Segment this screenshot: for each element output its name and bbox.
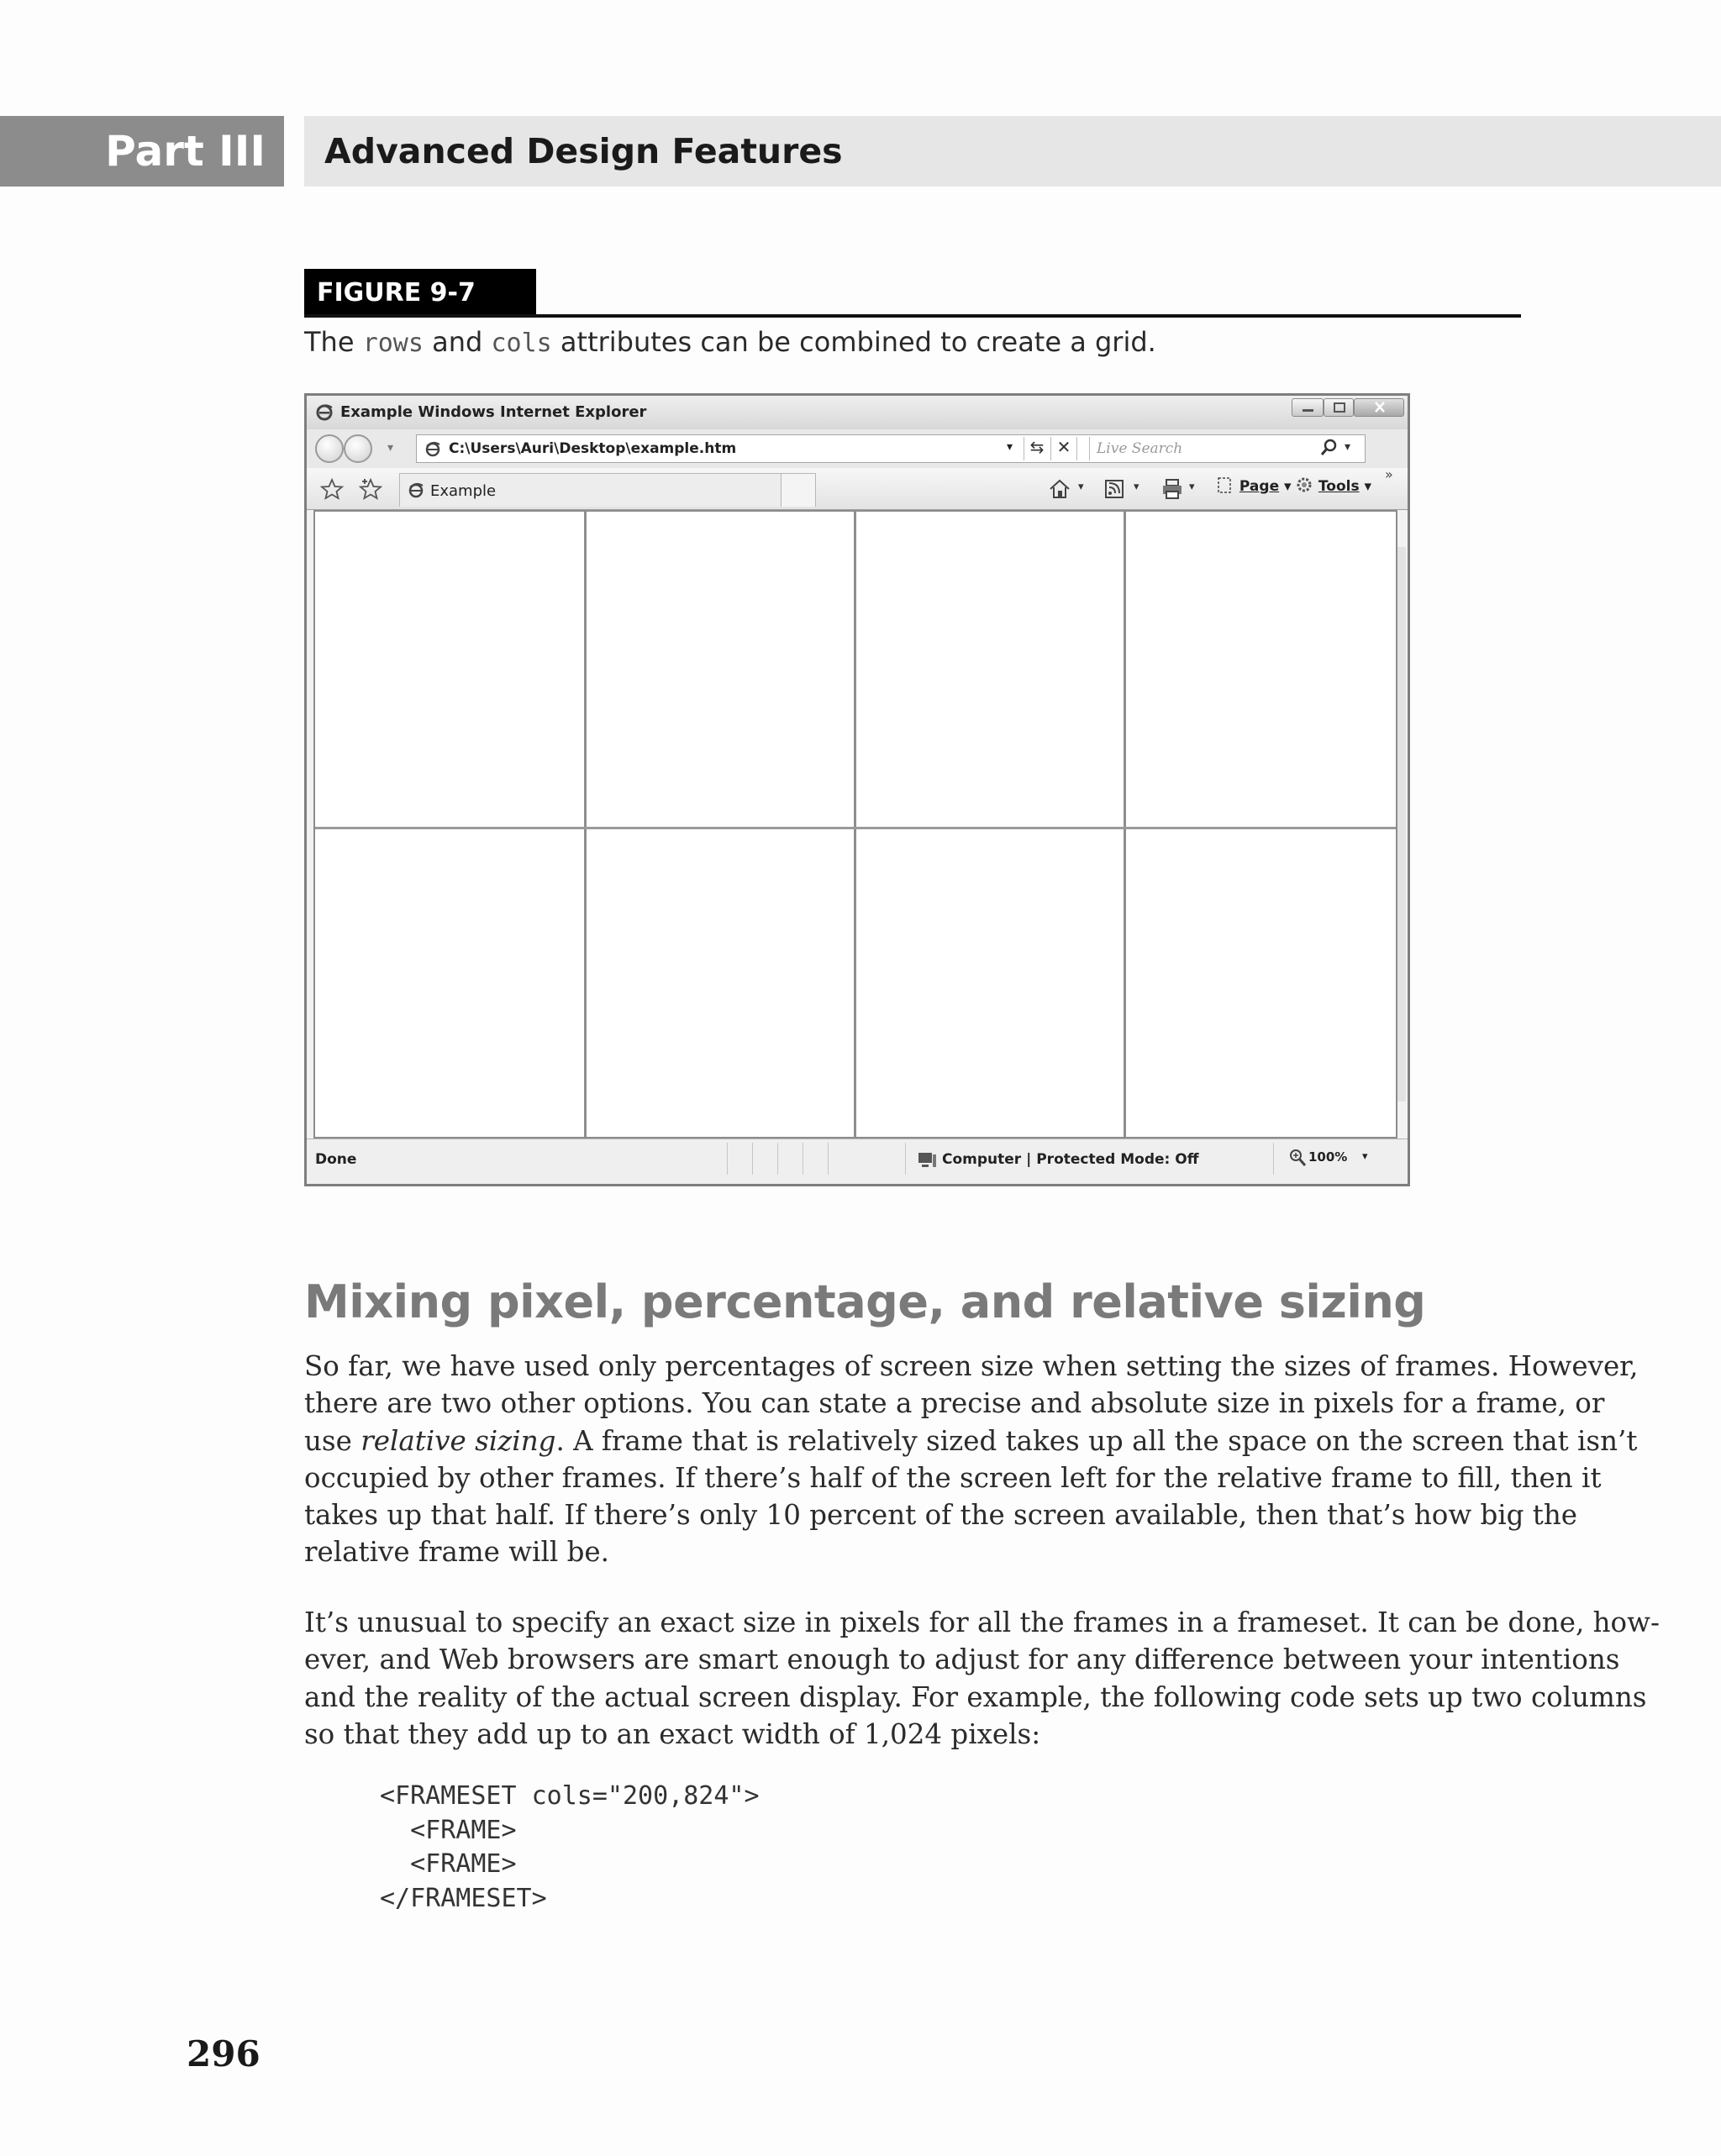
caption-suffix: attributes can be combined to create a grid. (560, 326, 1156, 358)
paragraph (304, 1604, 1660, 1753)
paragraph-line: there are two other options. You can state a precise and absolute size in pixels for a frame, or (304, 1387, 1605, 1420)
zoom-level[interactable]: 100% (1308, 1149, 1348, 1165)
ie-page-icon (424, 439, 442, 458)
status-text: Done (315, 1151, 357, 1168)
emphasis-text: relative sizing (361, 1424, 556, 1457)
home-icon[interactable] (1048, 478, 1071, 500)
refresh-icon[interactable]: ⇆ (1024, 437, 1050, 460)
window-edge-shadow (1397, 547, 1406, 1102)
caption-code-rows: rows (362, 329, 424, 358)
status-divider (727, 1143, 728, 1175)
page-menu[interactable] (1216, 476, 1292, 495)
status-divider (905, 1143, 906, 1175)
feeds-dropdown-icon[interactable]: ▾ (1134, 481, 1139, 493)
frame-divider-vertical[interactable] (1124, 512, 1126, 1137)
paragraph-line: and the reality of the actual screen display. For example, the following code sets up two columns (304, 1680, 1647, 1713)
status-divider (828, 1143, 829, 1175)
tools-dropdown-icon: ▾ (1364, 478, 1372, 495)
maximize-icon (1324, 399, 1355, 416)
search-dropdown-icon[interactable]: ▾ (1345, 440, 1351, 454)
figure-label: FIGURE 9-7 (304, 269, 536, 316)
computer-icon (917, 1151, 937, 1170)
paragraph-line: So far, we have used only percentages of screen size when setting the sizes of frames. However, (304, 1350, 1639, 1382)
feeds-icon[interactable] (1103, 478, 1127, 500)
back-button[interactable] (315, 434, 344, 463)
home-dropdown-icon[interactable]: ▾ (1078, 481, 1084, 493)
caption-middle: and (432, 326, 483, 358)
forward-button[interactable] (344, 434, 372, 463)
address-text[interactable]: C:\Users\Auri\Desktop\example.htm (449, 440, 737, 457)
page-dropdown-icon: ▾ (1284, 478, 1292, 495)
address-bar[interactable] (416, 434, 1366, 463)
zoom-dropdown-icon[interactable]: ▾ (1362, 1150, 1368, 1163)
new-tab-button[interactable] (781, 473, 816, 507)
paragraph-line: occupied by other frames. If there’s half of the screen left for the relative frame to fill, then it (304, 1461, 1602, 1494)
zoom-icon[interactable] (1288, 1148, 1307, 1168)
address-dropdown-icon[interactable]: ▾ (1007, 440, 1013, 454)
minimize-button[interactable] (1292, 398, 1324, 417)
command-bar (307, 468, 1408, 510)
overflow-chevron-icon[interactable]: » (1385, 466, 1393, 482)
status-divider (777, 1143, 778, 1175)
close-button[interactable] (1354, 398, 1404, 417)
frameset-grid (313, 510, 1397, 1138)
history-dropdown-icon[interactable]: ▾ (387, 441, 394, 455)
title-bar (307, 396, 1408, 429)
status-divider (1273, 1143, 1274, 1175)
security-zone-text[interactable]: Computer | Protected Mode: Off (942, 1151, 1199, 1168)
figure-caption (304, 326, 1156, 358)
search-icon[interactable] (1318, 435, 1339, 460)
text: use (304, 1424, 352, 1457)
section-heading: Mixing pixel, percentage, and relative sizing (304, 1275, 1426, 1328)
tab-example[interactable] (399, 473, 799, 507)
code-block: <FRAMESET cols="200,824"> <FRAME> <FRAME> </FRAMESET> (380, 1781, 760, 1913)
ie-logo-icon (315, 402, 334, 421)
frame-divider-vertical[interactable] (584, 512, 587, 1137)
print-dropdown-icon[interactable]: ▾ (1189, 481, 1195, 493)
ie-tab-icon (407, 481, 425, 499)
minimize-icon (1292, 399, 1324, 416)
status-bar (307, 1138, 1408, 1184)
maximize-button[interactable] (1324, 398, 1354, 417)
address-row (307, 429, 1408, 468)
paragraph-line: so that they add up to an exact width of 1,024 pixels: (304, 1717, 1041, 1750)
frame-divider-vertical[interactable] (854, 512, 856, 1137)
page-number: 296 (187, 2033, 261, 2074)
favorites-star-icon[interactable] (320, 478, 344, 500)
paragraph-line: relative frame will be. (304, 1536, 609, 1569)
page-menu-label: Page (1239, 478, 1280, 495)
caption-code-cols: cols (491, 329, 552, 358)
close-icon (1355, 399, 1405, 416)
paragraph-line: ever, and Web browsers are smart enough to adjust for any difference between your intentions (304, 1643, 1620, 1676)
add-favorites-icon[interactable] (359, 478, 382, 500)
chapter-title: Advanced Design Features (304, 116, 1721, 187)
part-label: Part III (0, 116, 284, 187)
tools-menu-label: Tools (1318, 478, 1360, 495)
stop-icon[interactable]: ✕ (1050, 437, 1077, 460)
page-icon (1216, 476, 1234, 493)
print-icon[interactable] (1160, 478, 1184, 500)
frame-divider-horizontal[interactable] (315, 827, 1396, 829)
search-input[interactable]: Live Search (1089, 437, 1360, 460)
status-divider (752, 1143, 753, 1175)
window-title: Example Windows Internet Explorer (340, 403, 647, 421)
paragraph-line (304, 1422, 1638, 1459)
paragraph (304, 1348, 1639, 1571)
paragraph-line: It’s unusual to specify an exact size in pixels for all the frames in a frameset. It can be done, how- (304, 1606, 1660, 1638)
figure-rule (304, 314, 1521, 318)
gear-icon (1295, 476, 1313, 493)
text: . A frame that is relatively sized takes up all the space on the screen that isn’t (555, 1424, 1638, 1457)
tab-label: Example (430, 482, 497, 500)
paragraph-line: takes up that half. If there’s only 10 percent of the screen available, then that’s how big the (304, 1499, 1578, 1532)
tools-menu[interactable] (1295, 476, 1371, 495)
caption-prefix: The (304, 326, 355, 358)
browser-window (304, 393, 1410, 1186)
